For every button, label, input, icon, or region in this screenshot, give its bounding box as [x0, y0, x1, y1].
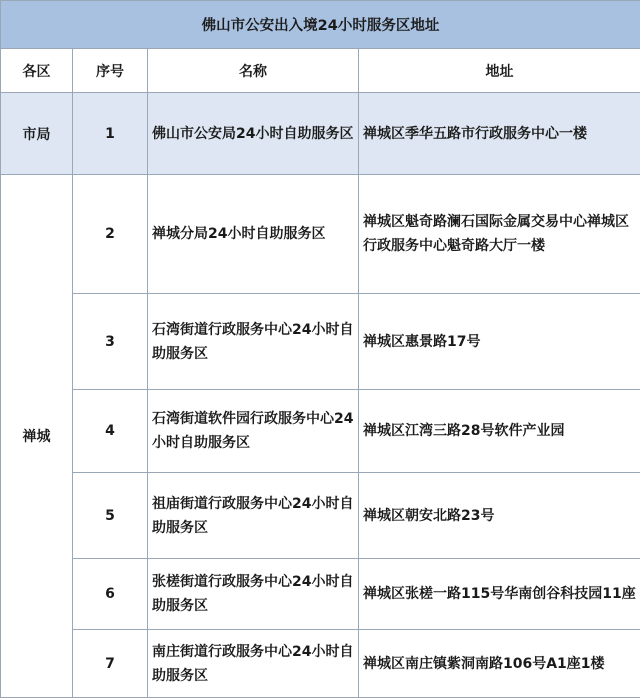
- table-row: [1, 175, 640, 294]
- address-cell: 禅城区季华五路市行政服务中心一楼: [359, 93, 640, 175]
- number-cell: 5: [73, 473, 148, 559]
- table-row: [1, 294, 640, 390]
- address-cell: 禅城区江湾三路28号软件产业园: [359, 390, 640, 473]
- name-cell: 禅城分局24小时自助服务区: [148, 175, 359, 294]
- name-cell: 佛山市公安局24小时自助服务区: [148, 93, 359, 175]
- table-row: [1, 93, 640, 175]
- name-cell: 张槎街道行政服务中心24小时自助服务区: [148, 559, 359, 630]
- address-cell: 禅城区魁奇路澜石国际金属交易中心禅城区行政服务中心魁奇路大厅一楼: [359, 175, 640, 294]
- number-cell: 2: [73, 175, 148, 294]
- header-number: 序号: [73, 49, 148, 93]
- district-cell: 市局: [1, 93, 73, 175]
- name-cell: 石湾街道软件园行政服务中心24小时自助服务区: [148, 390, 359, 473]
- header-name: 名称: [148, 49, 359, 93]
- table-title: 佛山市公安出入境24小时服务区地址: [1, 1, 640, 49]
- number-cell: 1: [73, 93, 148, 175]
- name-cell: 祖庙街道行政服务中心24小时自助服务区: [148, 473, 359, 559]
- number-cell: 4: [73, 390, 148, 473]
- table-row: [1, 473, 640, 559]
- address-cell: 禅城区南庄镇紫洞南路106号A1座1楼: [359, 630, 640, 698]
- address-cell: 禅城区张槎一路115号华南创谷科技园11座: [359, 559, 640, 630]
- table-row: [1, 390, 640, 473]
- table-row: [1, 559, 640, 630]
- header-address: 地址: [359, 49, 640, 93]
- address-cell: 禅城区惠景路17号: [359, 294, 640, 390]
- table-row: [1, 630, 640, 698]
- number-cell: 7: [73, 630, 148, 698]
- header-district: 各区: [1, 49, 73, 93]
- district-cell: 禅城: [1, 175, 73, 698]
- name-cell: 石湾街道行政服务中心24小时自助服务区: [148, 294, 359, 390]
- address-cell: 禅城区朝安北路23号: [359, 473, 640, 559]
- name-cell: 南庄街道行政服务中心24小时自助服务区: [148, 630, 359, 698]
- number-cell: 3: [73, 294, 148, 390]
- number-cell: 6: [73, 559, 148, 630]
